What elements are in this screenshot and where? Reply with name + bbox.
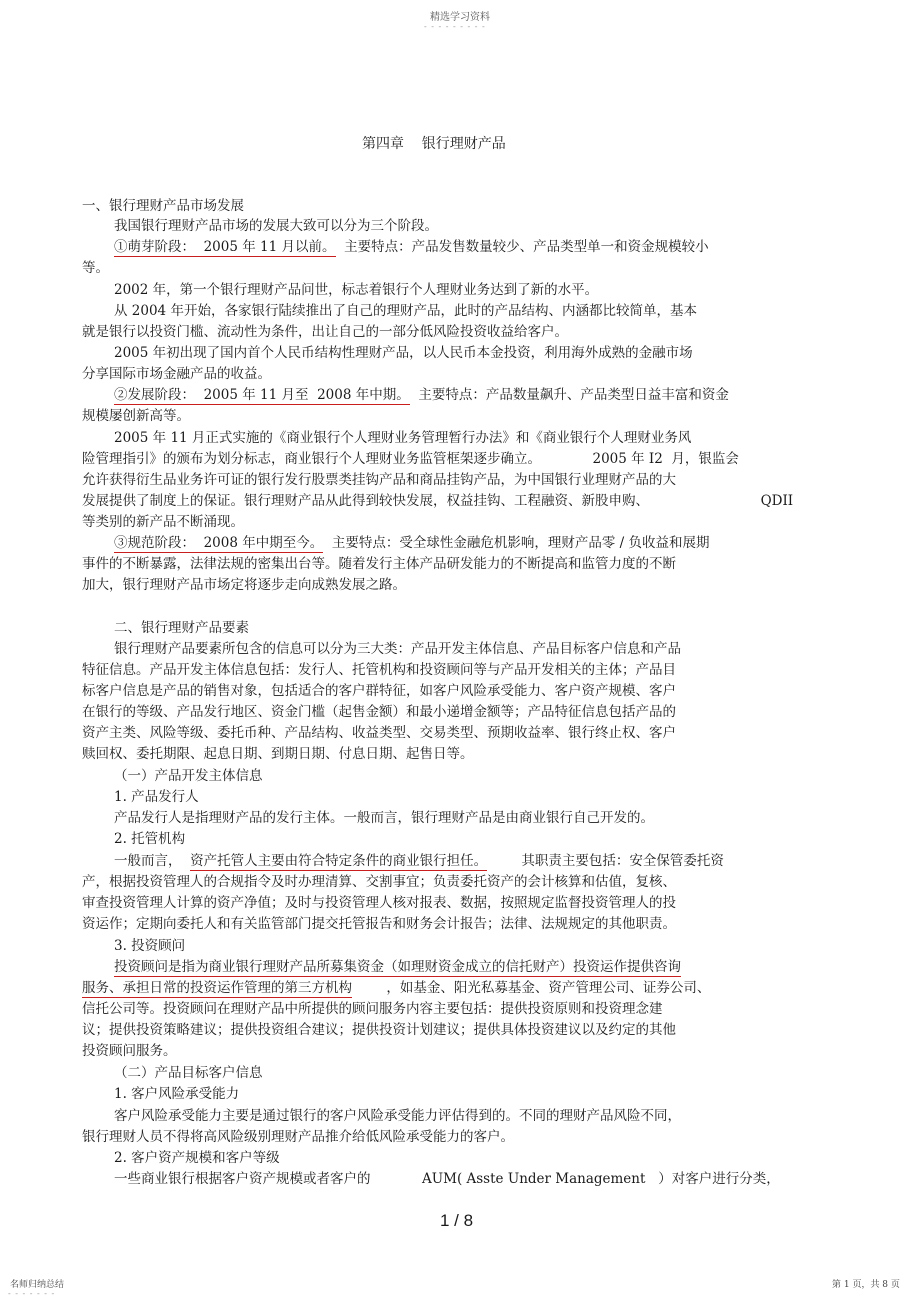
text-line: 2002 年，第一个银行理财产品问世，标志着银行个人理财业务达到了新的水平。 <box>114 282 599 298</box>
underlined-phrase: ①萌芽阶段： 2005 年 11 月以前。 <box>114 239 336 255</box>
text-line: （一）产品开发主体信息 <box>114 768 263 784</box>
text-line: 一般而言， 资产托管人主要由符合特定条件的商业银行担任。 其职责主要包括：安全保管委托资 <box>114 853 724 869</box>
text-line: 信托公司等。投资顾问在理财产品中所提供的顾问服务内容主要包括：提供投资原则和投资理念建 <box>82 1001 663 1017</box>
text-line: （二）产品目标客户信息 <box>114 1065 263 1081</box>
text-line: 就是银行以投资门槛、流动性为条件，出让自己的一部分低风险投资收益给客户。 <box>82 324 568 340</box>
text-line: 投资顾问服务。 <box>82 1043 177 1059</box>
text-line: 发展提供了制度上的保证。银行理财产品从此得到较快发展，权益挂钩、工程融资、新股申购、 QDII <box>82 493 794 509</box>
footer-right: 第 1 页，共 8 页 <box>832 1280 900 1290</box>
text-line: 客户风险承受能力主要是通过银行的客户风险承受能力评估得到的。不同的理财产品风险不同， <box>114 1108 681 1124</box>
text-line: ①萌芽阶段： 2005 年 11 月以前。 主要特点：产品发售数量较少、产品类型单一和资金规模较小 <box>114 239 709 255</box>
text-line: 银行理财人员不得将高风险级别理财产品推介给低风险承受能力的客户。 <box>82 1129 514 1145</box>
footer-left: 名师归纳总结 <box>10 1280 65 1290</box>
text-line: ②发展阶段： 2005 年 11 月至 2008 年中期。 主要特点：产品数量飙升、产品类型日益丰富和资金 <box>114 387 729 403</box>
header-label: 精选学习资料 <box>430 12 490 23</box>
text-line: 1. 产品发行人 <box>114 789 199 805</box>
text-line: 特征信息。产品开发主体信息包括：发行人、托管机构和投资顾问等与产品开发相关的主体；产品目 <box>82 662 676 678</box>
text-line: 2. 客户资产规模和客户等级 <box>114 1150 280 1166</box>
text-line: 2005 年初出现了国内首个人民币结构性理财产品，以人民币本金投资，利用海外成熟的金融市场 <box>114 345 693 361</box>
text-line: 标客户信息是产品的销售对象，包括适合的客户群特征，如客户风险承受能力、客户资产规模、客户 <box>82 683 676 699</box>
text-line: 1. 客户风险承受能力 <box>114 1086 240 1102</box>
underlined-phrase: 投资顾问是指为商业银行理财产品所募集资金（如理财资金成立的信托财产）投资运作提供咨询 <box>114 959 681 975</box>
text-line: 一些商业银行根据客户资产规模或者客户的 AUM( Asste Under Management ）对客户进行分类， <box>114 1171 780 1187</box>
page-number: 1 / 8 <box>440 1211 474 1230</box>
footer-left-dashes: - - - - - - - <box>8 1289 56 1298</box>
text-line: 2005 年 11 月正式实施的《商业银行个人理财业务管理暂行办法》和《商业银行个人理财业务风 <box>114 430 692 446</box>
header-dashes: - - - - - - - - - <box>424 22 486 31</box>
text-line: 等类别的新产品不断涌现。 <box>82 514 244 530</box>
text-line: 银行理财产品要素所包含的信息可以分为三大类：产品开发主体信息、产品目标客户信息和产品 <box>114 641 681 657</box>
text-line: 在银行的等级、产品发行地区、资金门槛（起售金额）和最小递增金额等；产品特征信息包括产品的 <box>82 704 676 720</box>
underlined-phrase: 资产托管人主要由符合特定条件的商业银行担任。 <box>190 853 488 869</box>
text-line: 从 2004 年开始，各家银行陆续推出了自己的理财产品，此时的产品结构、内涵都比较简单，基本 <box>114 303 697 319</box>
text-line: 等。 <box>82 260 109 276</box>
text-line: 分享国际市场金融产品的收益。 <box>82 366 271 382</box>
section-heading: 二、银行理财产品要素 <box>114 620 249 636</box>
text-line: 议；提供投资策略建议；提供投资组合建议；提供投资计划建议；提供具体投资建议以及约定的其他 <box>82 1022 676 1038</box>
text-line: 3. 投资顾问 <box>114 938 186 954</box>
underlined-phrase: ②发展阶段： 2005 年 11 月至 2008 年中期。 <box>114 387 410 403</box>
text-line: 产，根据投资管理人的合规指令及时办理清算、交割事宜；负责委托资产的会计核算和估值，复核、 <box>82 874 676 890</box>
text-line <box>114 957 681 977</box>
text-line: 事件的不断暴露，法律法规的密集出台等。随着发行主体产品研发能力的不断提高和监管力度的不断 <box>82 556 676 572</box>
text-line: 资运作；定期向委托人和有关监管部门提交托管报告和财务会计报告；法律、法规规定的其他职责。 <box>82 916 676 932</box>
page-title: 第四章 银行理财产品 <box>362 136 506 152</box>
text-line: 加大，银行理财产品市场定将逐步走向成熟发展之路。 <box>82 577 406 593</box>
text-line: 审查投资管理人计算的资产净值；及时与投资管理人核对报表、数据，按照规定监督投资管理人的投 <box>82 895 676 911</box>
text-line: 我国银行理财产品市场的发展大致可以分为三个阶段。 <box>114 218 438 234</box>
text-line: 资产主类、风险等级、委托币种、产品结构、收益类型、交易类型、预期收益率、银行终止权、客户 <box>82 725 676 741</box>
underlined-phrase: ③规范阶段： 2008 年中期至今。 <box>114 535 324 551</box>
text-line: 2. 托管机构 <box>114 831 186 847</box>
text-line: 服务、承担日常的投资运作管理的第三方机构 ，如基金、阳光私募基金、资产管理公司、证券公司、 <box>82 980 711 996</box>
text-line: 险管理指引》的颁布为划分标志，商业银行个人理财业务监管框架逐步确立。 2005 年 I2 月，银监会 <box>82 451 739 467</box>
text-line: 赎回权、委托期限、起息日期、到期日期、付息日期、起售日等。 <box>82 746 474 762</box>
section-heading: 一、银行理财产品市场发展 <box>82 198 244 214</box>
text-line: 规模屡创新高等。 <box>82 408 190 424</box>
text-line: 允许获得衍生品业务许可证的银行发行股票类挂钩产品和商品挂钩产品，为中国银行业理财产品的大 <box>82 472 676 488</box>
text-line: 产品发行人是指理财产品的发行主体。一般而言，银行理财产品是由商业银行自己开发的。 <box>114 810 654 826</box>
underlined-phrase: 服务、承担日常的投资运作管理的第三方机构 <box>82 980 352 996</box>
text-line: ③规范阶段： 2008 年中期至今。 主要特点：受全球性金融危机影响，理财产品零 / 负收益和展期 <box>114 535 710 551</box>
